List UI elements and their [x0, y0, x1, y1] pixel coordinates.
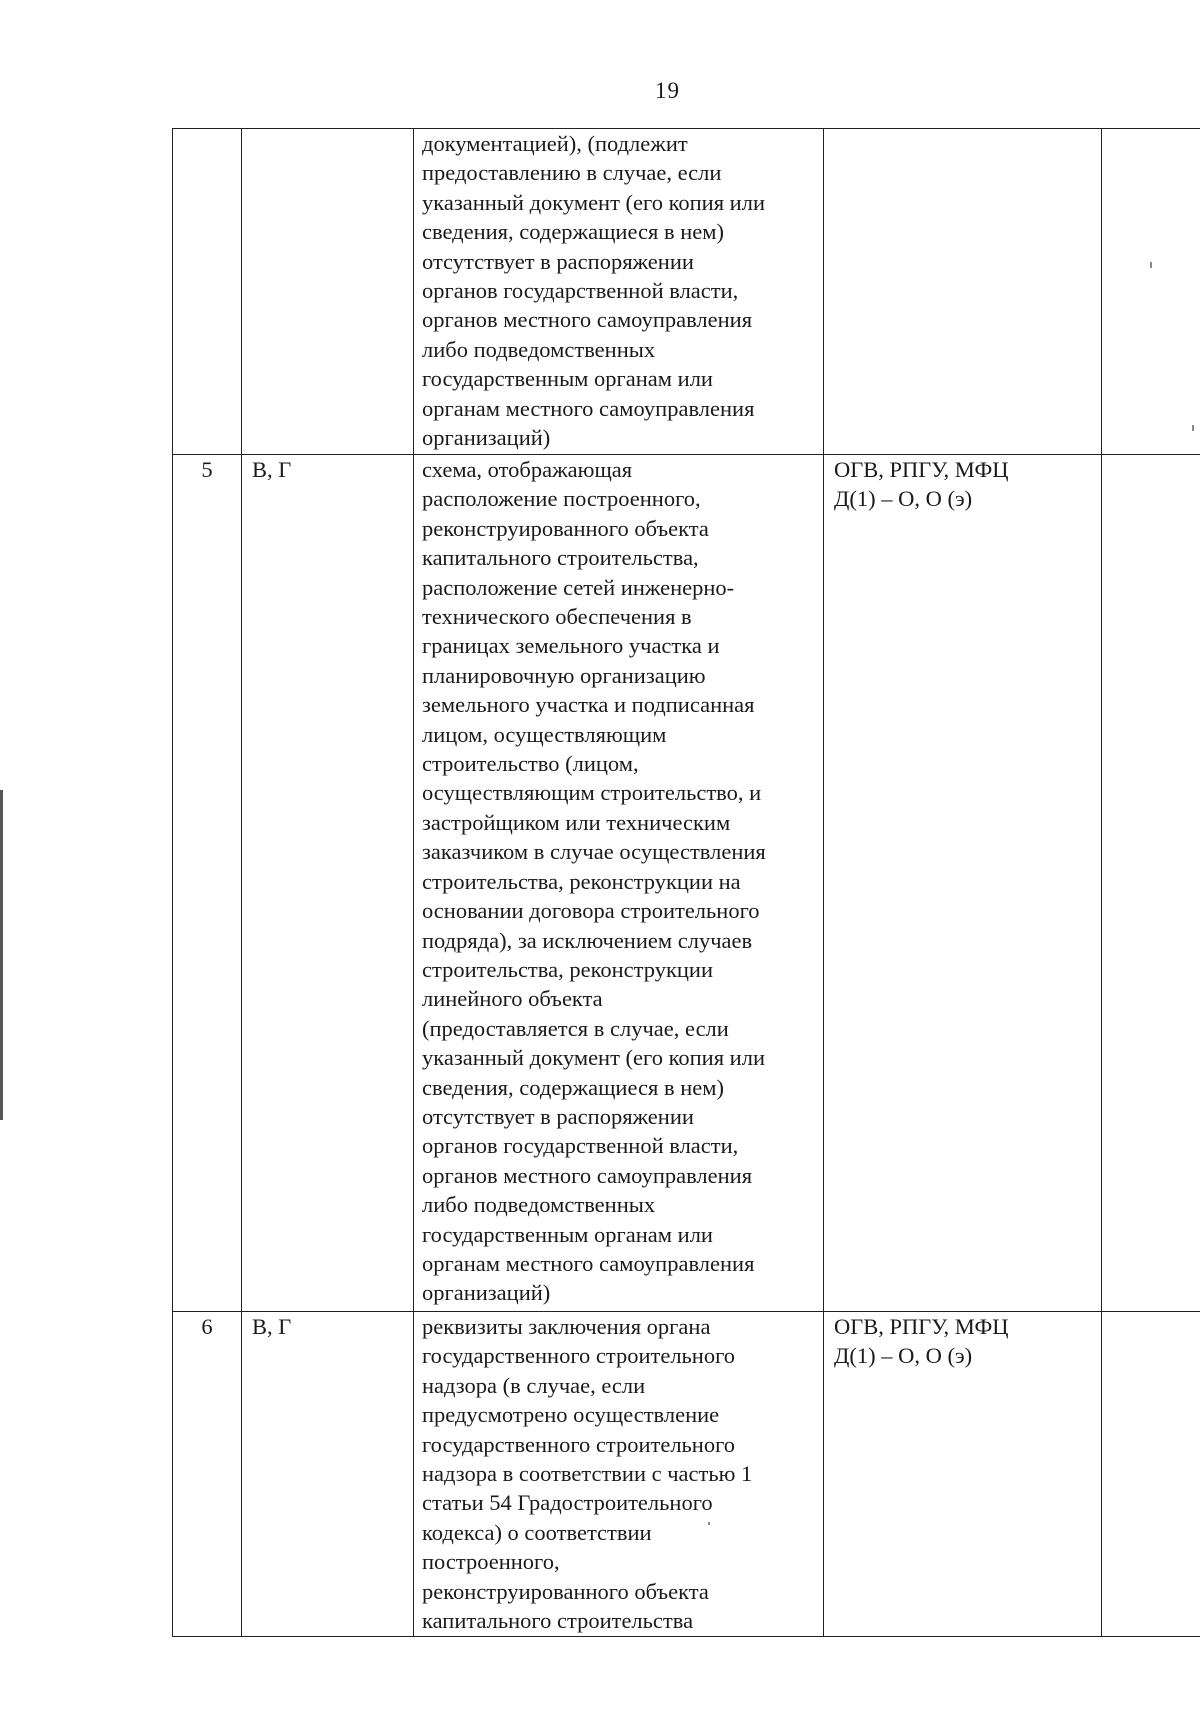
- category-cell: В, Г: [242, 1312, 414, 1637]
- description-cell: [414, 455, 824, 1312]
- extra-cell: [1102, 1312, 1200, 1637]
- scan-margin-mark: [0, 790, 3, 1120]
- scan-speck: [1150, 262, 1152, 268]
- description-line: реквизиты заключения органа: [422, 1314, 711, 1339]
- description-line: схема, отображающая: [422, 457, 633, 482]
- page-number: 19: [655, 78, 680, 103]
- description-line: подряда), за исключением случаев: [422, 927, 753, 953]
- description-line: органам местного самоуправления: [422, 1250, 755, 1276]
- description-line: осуществляющим строительство, и: [422, 780, 762, 806]
- description-line: статьи 54 Градостроительного: [422, 1490, 713, 1516]
- table-row: [173, 455, 1200, 1312]
- requirements-table: [172, 128, 1200, 1637]
- description-line: сведения, содержащиеся в нем): [422, 1074, 724, 1100]
- description-line: органам местного самоуправления: [422, 395, 755, 421]
- description-line: строительства, реконструкции на: [422, 868, 741, 894]
- description-line: границах земельного участка и: [422, 633, 720, 659]
- extra-cell: [1102, 455, 1200, 1312]
- description-line: органов государственной власти,: [422, 278, 739, 304]
- description-line: предоставлению в случае, если: [422, 160, 722, 186]
- category-cell: [242, 129, 414, 455]
- description-line: планировочную организацию: [422, 662, 706, 688]
- description-line: организаций): [422, 1280, 551, 1306]
- source-cell: [824, 1312, 1102, 1637]
- description-line: капитального строительства,: [422, 545, 699, 571]
- row-number-cell: 5: [173, 455, 242, 1312]
- description-line: документацией), (подлежит: [422, 131, 688, 156]
- description-line: расположение сетей инженерно-: [422, 574, 735, 600]
- description-line: государственного строительного: [422, 1431, 736, 1457]
- description-line: кодекса) о соответствии: [422, 1519, 652, 1545]
- description-line: государственного строительного: [422, 1343, 736, 1369]
- description-cell: [414, 129, 824, 455]
- scan-speck: [1192, 425, 1194, 431]
- description-line: отсутствует в распоряжении: [422, 1103, 694, 1129]
- source-cell: [824, 129, 1102, 455]
- description-line: расположение построенного,: [422, 486, 701, 512]
- source-line: ОГВ, РПГУ, МФЦ: [834, 1314, 1009, 1339]
- description-line: технического обеспечения в: [422, 604, 692, 630]
- description-cell: [414, 1312, 824, 1637]
- table-row: [173, 1312, 1200, 1637]
- row-number-cell: 6: [173, 1312, 242, 1637]
- description-line: сведения, содержащиеся в нем): [422, 219, 724, 245]
- description-line: органов местного самоуправления: [422, 1162, 753, 1188]
- scan-speck: [708, 1522, 710, 1525]
- source-line: Д(1) – О, О (э): [834, 1343, 973, 1369]
- description-line: надзора (в случае, если: [422, 1372, 646, 1398]
- extra-cell: [1102, 129, 1200, 455]
- description-line: организаций): [422, 425, 551, 451]
- description-line: отсутствует в распоряжении: [422, 248, 694, 274]
- description-line: лицом, осуществляющим: [422, 721, 667, 747]
- description-line: либо подведомственных: [422, 336, 656, 362]
- description-line: строительство (лицом,: [422, 751, 639, 777]
- description-line: основании договора строительного: [422, 898, 760, 924]
- category-cell: В, Г: [242, 455, 414, 1312]
- source-line: Д(1) – О, О (э): [834, 486, 973, 512]
- description-line: капитального строительства: [422, 1608, 694, 1634]
- description-line: предусмотрено осуществление: [422, 1402, 720, 1428]
- description-line: реконструированного объекта: [422, 1578, 709, 1604]
- source-line: ОГВ, РПГУ, МФЦ: [834, 457, 1009, 482]
- description-line: государственным органам или: [422, 1221, 713, 1247]
- description-line: линейного объекта: [422, 986, 603, 1012]
- row-number-cell: [173, 129, 242, 455]
- table-row: [173, 129, 1200, 455]
- description-line: указанный документ (его копия или: [422, 1045, 765, 1071]
- description-line: реконструированного объекта: [422, 515, 709, 541]
- description-line: государственным органам или: [422, 366, 713, 392]
- description-line: заказчиком в случае осуществления: [422, 839, 766, 865]
- description-line: либо подведомственных: [422, 1192, 656, 1218]
- description-line: застройщиком или техническим: [422, 809, 731, 835]
- description-line: построенного,: [422, 1549, 560, 1575]
- description-line: (предоставляется в случае, если: [422, 1015, 729, 1041]
- description-line: строительства, реконструкции: [422, 956, 713, 982]
- description-line: надзора в соответствии с частью 1: [422, 1461, 753, 1487]
- source-cell: [824, 455, 1102, 1312]
- description-line: органов местного самоуправления: [422, 307, 753, 333]
- description-line: земельного участка и подписанная: [422, 692, 755, 718]
- description-line: указанный документ (его копия или: [422, 189, 765, 215]
- description-line: органов государственной власти,: [422, 1133, 739, 1159]
